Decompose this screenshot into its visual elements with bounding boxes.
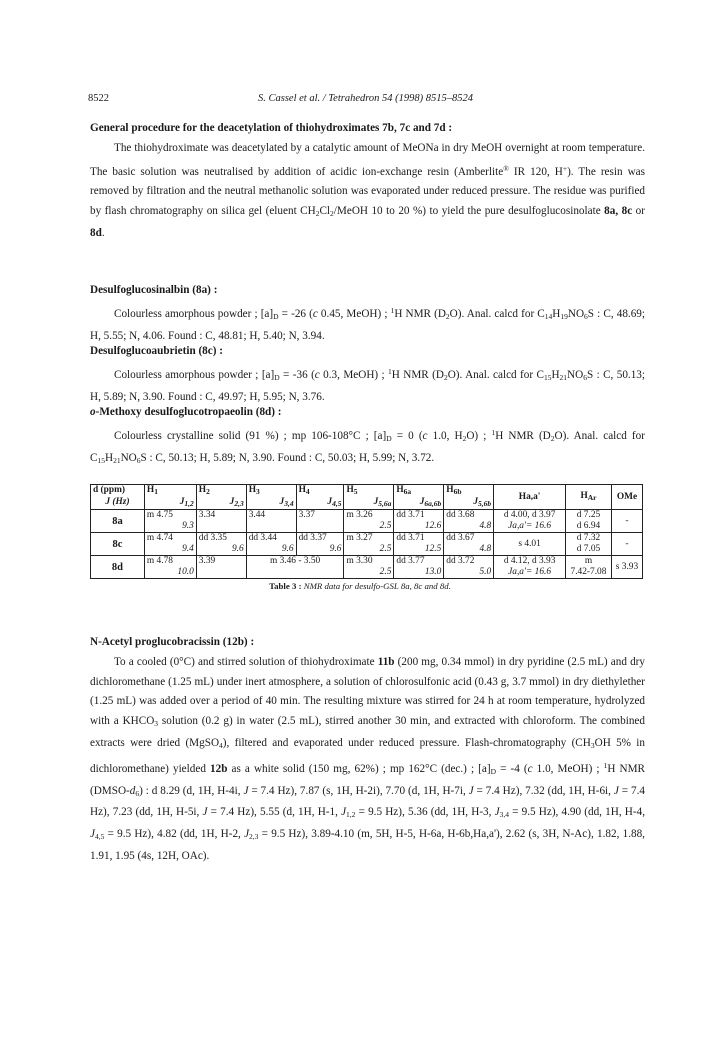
cell-har: d 7.25 [566,510,612,522]
cell-j34 [246,521,296,533]
cell-h6a: dd 3.77 [394,556,444,568]
cell-har-2: d 7.05 [566,544,612,556]
header-j56b: $J_{5,6b}$ [444,497,494,510]
journal-citation: S. Cassel et al. / Tetrahedron 54 (1998) 8515–8524 [258,93,474,104]
cell-j23 [196,521,246,533]
table-header-row [91,485,643,498]
cell-h6b: dd 3.72 [444,556,494,568]
compound-8d-section [90,403,645,470]
header-j: J (Hz) [91,497,145,510]
cell-har-2: 7.42-7.08 [566,567,612,579]
compound-8c-data: Colourless amorphous powder ; $[a]_D = -36$ (c 0.3, MeOH) ; $^1$H NMR $(D_2O)$. Anal. calcd for $C_{15}H_{21}NO_6S$ : C, 50.13; H, 5.89; N, 3.90. Found : C, 49.97; H, 5.95; N, 3.76. [90,366,646,403]
compound-8d-heading: o-Methoxy desulfoglucotropaeolin (8d) : [90,406,282,418]
cell-j34: 9.6 [246,544,296,556]
cell-h6b: dd 3.68 [444,510,494,522]
compound-label: 8a [91,510,145,533]
nmr-data-table [90,484,643,579]
cell-h2: 3.34 [196,510,246,522]
cell-h4: 3.37 [296,510,344,522]
header-h5: $H_5$ [344,485,394,498]
cell-ha: d 4.12, d 3.93 [494,556,566,568]
compound-8a-section [90,281,645,346]
cell-har: d 7.32 [566,533,612,545]
header-j12: $J_{1,2}$ [144,497,196,510]
page-number: 8522 [88,93,109,104]
cell-h6b: dd 3.67 [444,533,494,545]
cell-ome: - [611,533,642,556]
cell-jaa: Ja,a'= 16.6 [494,521,566,533]
cell-h6a: dd 3.71 [394,510,444,522]
cell-j45 [296,521,344,533]
cell-j56a: 2.5 [344,567,394,579]
cell-j6a6b: 12.5 [394,544,444,556]
compound-8a-data: Colourless amorphous powder ; $[a]_D = -26$ (c 0.45, MeOH) ; $^1$H NMR $(D_2O)$. Anal. calcd for $C_{14}H_{19}NO_6S$ : C, 48.69; H, 5.55; N, 4.06. Found : C, 48.81; H, 5.40; N, 3.94. [90,305,646,342]
cell-h3-h4: m 3.46 - 3.50 [246,556,344,568]
cell-j6a6b: 12.6 [394,521,444,533]
cell-h5: m 3.27 [344,533,394,545]
cell-j6a6b: 13.0 [394,567,444,579]
cell-har-2: d 6.94 [566,521,612,533]
header-h4: $H_4$ [296,485,344,498]
cell-h6a: dd 3.71 [394,533,444,545]
general-procedure-section [90,119,645,244]
cell-h3: dd 3.44 [246,533,296,545]
cell-j12: 9.4 [144,544,196,556]
compound-label: 8c [91,533,145,556]
table-row [91,533,643,545]
compound-8a-heading: Desulfoglucosinalbin (8a) : [90,284,218,296]
header-h1: $H_1$ [144,485,196,498]
header-ome: OMe [611,485,642,510]
cell-j56b: 4.8 [444,544,494,556]
compound-8c-heading: Desulfoglucoaubrietin (8c) : [90,345,223,357]
header-j45: $J_{4,5}$ [296,497,344,510]
compound-8c-section [90,342,645,407]
cell-h1: m 4.75 [144,510,196,522]
table-caption: Table 3 : NMR data for desulfo-GSL 8a, 8c and 8d. [269,581,451,591]
cell-j23: 9.6 [196,544,246,556]
cell-j56b: 5.0 [444,567,494,579]
compound-label: 8d [91,556,145,579]
cell-ha: s 4.01 [494,533,566,556]
header-h2: $H_2$ [196,485,246,498]
cell-h2: dd 3.35 [196,533,246,545]
table-row [91,510,643,522]
cell-h1: m 4.78 [144,556,196,568]
header-har: $H_{Ar}$ [566,485,612,510]
cell-ome: s 3.93 [611,556,642,579]
cell-j45: 9.6 [296,544,344,556]
compound-12b-procedure: To a cooled (0°C) and stirred solution of thiohydroximate 11b (200 mg, 0.34 mmol) in dry pyridine (2.5 mL) and dry dichloromethane (1.25 mL) under inert atmosphere, a solution of chlorosulfonic acid (0.43 g, 3.7 mmol) in dry diethylether (1.25 mL) was added over a period of 40 min. The resulting mixture was stirred for 24 h at room temperature, hydrolyzed with a $KHCO_3$ solution (0.2 g) in water (2.5 mL), stirred another 30 min, and extracted with chloroform. The combined extracts were dried (MgSO$_4$), filtered and evaporated under reduced pressure. Flash-chromatography ($CH_3OH$ 5% in dichloromethane) yielded 12b as a white solid (150 mg, 62%) ; mp 162°C (dec.) ; $[a]_D = -4$ (c 1.0, MeOH) ; $^1$H NMR $(DMSO-d_6)$ : d 8.29 (d, 1H, H-4i, J = 7.4 Hz), 7.87 (s, 1H, H-2i), 7.70 (d, 1H, H-7i, J = 7.4 Hz), 7.32 (dd, 1H, H-6i, J = 7.4 Hz), 7.23 (dd, 1H, H-5i, J = 7.4 Hz), 5.55 (d, 1H, H-1, $J_{1,2} = 9.5$ Hz), 5.36 (dd, 1H, H-3, $J_{3,4} = 9.5$ Hz), 4.90 (dd, 1H, H-4, $J_{4,5} = 9.5$ Hz), 4.82 (dd, 1H, H-2, $J_{2,3} = 9.5$ Hz), 3.89-4.10 (m, 5H, H-5, H-6a, H-6b,Ha,a'), 2.62 (s, 3H, N-Ac), 1.82, 1.88, 1.91, 1.95 (4s, 12H, OAc). [90,655,646,862]
cell-h4: dd 3.37 [296,533,344,545]
general-procedure-paragraph: The thiohydroximate was deacetylated by a catalytic amount of MeONa in dry MeOH overnight at room temperature. The basic solution was neutralised by addition of acidic ion-exchange resin (Amberlite® IR 120, H+). The resin was removed by filtration and the neutral methanolic solution was evaporated under reduced pressure. The residue was purified by flash chromatography on silica gel (eluent $CH_2Cl_2$/MeOH 10 to 20 %) to yield the pure desulfoglucosinolate 8a, 8c or 8d. [90,141,646,239]
compound-12b-heading: N-Acetyl proglucobracissin (12b) : [90,636,255,648]
general-procedure-heading: General procedure for the deacetylation of thiohydroximates 7b, 7c and 7d : [90,122,453,134]
cell-j34-j45 [246,567,344,579]
header-delta: d (ppm) [91,485,145,498]
header-h6a: $H_{6a}$ [394,485,444,498]
cell-j56a: 2.5 [344,521,394,533]
table-row [91,521,643,533]
cell-j12: 10.0 [144,567,196,579]
header-h3: $H_3$ [246,485,296,498]
cell-ha: d 4.00, d 3.97 [494,510,566,522]
cell-h3: 3.44 [246,510,296,522]
cell-jaa: Ja,a'= 16.6 [494,567,566,579]
cell-h5: m 3.26 [344,510,394,522]
cell-h1: m 4.74 [144,533,196,545]
cell-ome: - [611,510,642,533]
header-h6b: $H_{6b}$ [444,485,494,498]
table-row [91,567,643,579]
header-ha: Ha,a' [494,485,566,510]
cell-j56b: 4.8 [444,521,494,533]
cell-j56a: 2.5 [344,544,394,556]
header-j56a: $J_{5,6a}$ [344,497,394,510]
cell-j23 [196,567,246,579]
cell-j12: 9.3 [144,521,196,533]
table-row [91,556,643,568]
cell-h2: 3.39 [196,556,246,568]
header-j6a6b: $J_{6a,6b}$ [394,497,444,510]
header-j23: $J_{2,3}$ [196,497,246,510]
compound-12b-section [90,633,645,867]
cell-h5: m 3.30 [344,556,394,568]
compound-8d-data: Colourless crystalline solid (91 %) ; mp 106-108°C ; $[a]_D = 0$ (c 1.0, $H_2O$) ; $^1$H NMR $(D_2O)$. Anal. calcd for $C_{15}H_{21}NO_6S$ : C, 50.13; H, 5.89; N, 3.90. Found : C, 50.03; H, 5.99; N, 3.72. [90,427,645,465]
cell-har: m [566,556,612,568]
header-j34: $J_{3,4}$ [246,497,296,510]
